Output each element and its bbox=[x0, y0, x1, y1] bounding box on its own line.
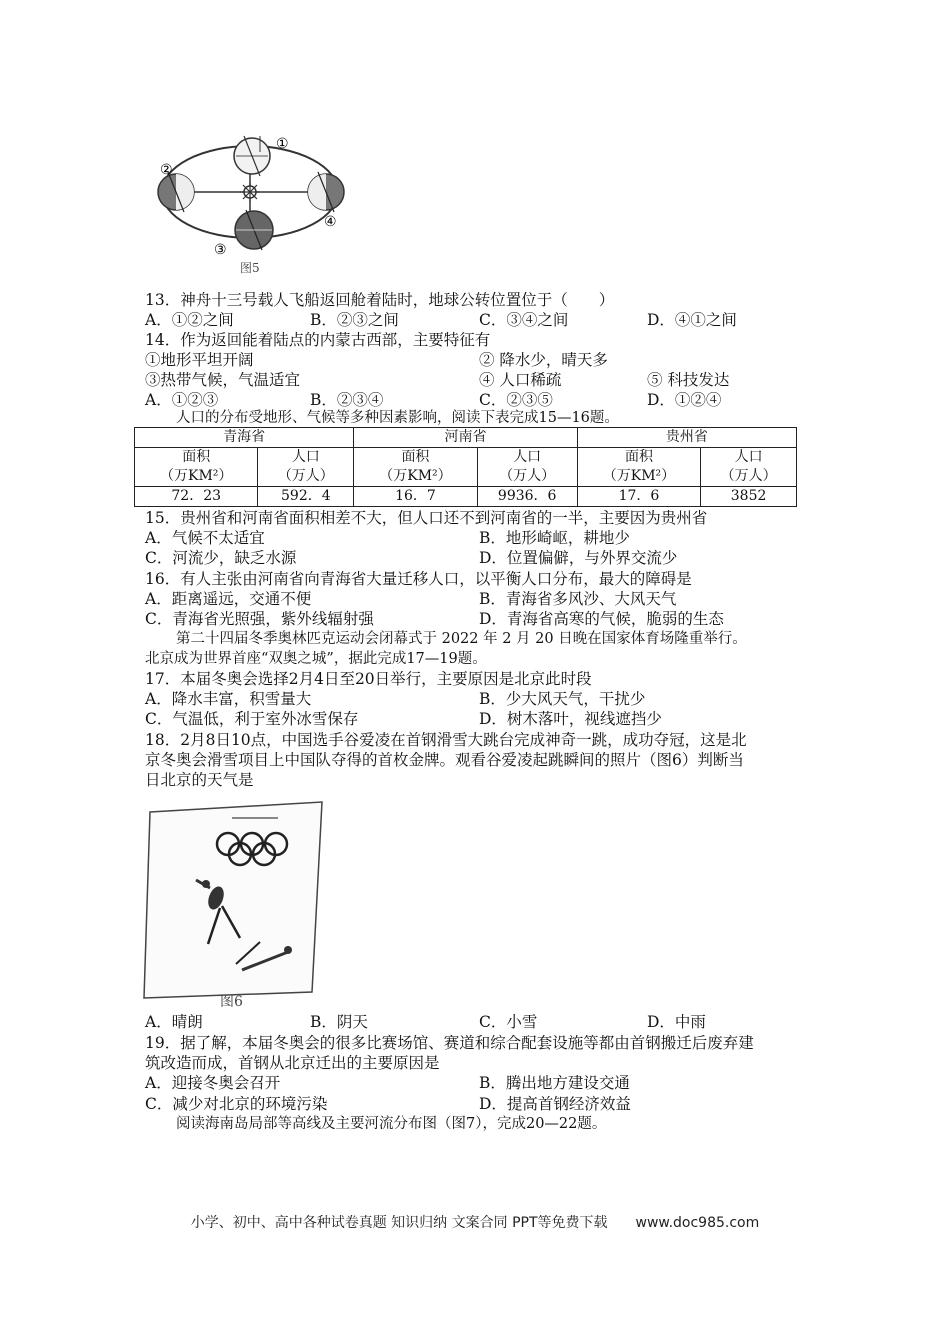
q18-option-c: C．小雪 bbox=[479, 1013, 538, 1031]
earth-right bbox=[308, 172, 344, 212]
q19-option-d: D．提高首钢经济效益 bbox=[479, 1095, 631, 1113]
earth-orbit-diagram bbox=[140, 126, 372, 276]
q19-option-c: C．减少对北京的环境污染 bbox=[145, 1095, 328, 1113]
q17-option-b: B．少大风天气，干扰少 bbox=[479, 690, 646, 708]
q15-stem: 15．贵州省和河南省面积相差不大，但人口还不到河南省的一半，主要因为贵州省 bbox=[145, 509, 708, 527]
q14-option-c: C．②③⑤ bbox=[479, 391, 553, 409]
table-cell: 16．7 bbox=[354, 487, 477, 507]
q18-stem-line2: 京冬奥会滑雪项目上中国队夺得的首枚金牌。观看谷爱凌起跳瞬间的照片（图6）判断当 bbox=[145, 751, 744, 769]
q18-stem-line3: 日北京的天气是 bbox=[145, 771, 254, 789]
intro-20-22: 阅读海南岛局部等高线及主要河流分布图（图7），完成20—22题。 bbox=[176, 1116, 607, 1132]
pos-2: ② bbox=[160, 162, 173, 178]
q19-stem-line1: 19．据了解，本届冬奥会的很多比赛场馆、赛道和综合配套设施等都由首钢搬迁后废弃建 bbox=[145, 1034, 754, 1052]
q13-option-a: A．①②之间 bbox=[145, 311, 234, 329]
table-cell: 9936．6 bbox=[477, 487, 577, 507]
q17-stem: 17．本届冬奥会选择2月4日至20日举行，主要原因是北京此时段 bbox=[145, 670, 592, 688]
table-cell: 3852 bbox=[701, 487, 797, 507]
q14-feature-4: ④ 人口稀疏 bbox=[479, 371, 562, 389]
province-qinghai: 青海省 bbox=[135, 428, 354, 448]
q13-option-d: D．④①之间 bbox=[647, 311, 737, 329]
col-pop: 人口 bbox=[701, 448, 797, 468]
province-guizhou: 贵州省 bbox=[577, 428, 796, 448]
sun-icon bbox=[240, 182, 260, 202]
table-cell: 72．23 bbox=[135, 487, 258, 507]
col-area-unit: （万KM²） bbox=[135, 467, 258, 487]
q14-feature-1: ①地形平坦开阔 bbox=[145, 351, 254, 369]
col-pop: 人口 bbox=[258, 448, 354, 468]
earth-left bbox=[158, 172, 194, 212]
q14-feature-3: ③热带气候，气温适宜 bbox=[145, 371, 301, 389]
col-pop-unit: （万人） bbox=[258, 467, 354, 487]
q17-option-d: D．树木落叶，视线遮挡少 bbox=[479, 710, 662, 728]
q13-stem: 13．神舟十三号载人飞船返回舱着陆时，地球公转位置位于（ ） bbox=[145, 291, 615, 309]
earth-top bbox=[234, 136, 270, 176]
footer-text: 小学、初中、高中各种试卷真题 知识归纳 文案合同 PPT等免费下载 www.doc985.com bbox=[190, 1215, 760, 1231]
col-area: 面积 bbox=[135, 448, 258, 468]
q16-option-b: B．青海省多风沙、大风天气 bbox=[479, 590, 677, 608]
table-cell: 17．6 bbox=[577, 487, 700, 507]
q18-stem-line1: 18．2月8日10点，中国选手谷爱凌在首钢滑雪大跳台完成神奇一跳，成功夺冠，这是北 bbox=[145, 731, 747, 749]
col-area-unit: （万KM²） bbox=[577, 467, 700, 487]
q19-stem-line2: 筑改造而成，首钢从北京迁出的主要原因是 bbox=[145, 1054, 440, 1072]
q14-feature-5: ⑤ 科技发达 bbox=[647, 371, 730, 389]
q19-option-b: B．腾出地方建设交通 bbox=[479, 1074, 630, 1092]
col-area: 面积 bbox=[577, 448, 700, 468]
q14-stem: 14．作为返回能着陆点的内蒙古西部，主要特征有 bbox=[145, 331, 491, 349]
earth-bottom bbox=[235, 210, 273, 250]
q13-option-b: B．②③之间 bbox=[310, 311, 399, 329]
population-table bbox=[134, 427, 797, 507]
q19-option-a: A．迎接冬奥会召开 bbox=[145, 1074, 281, 1092]
ski-jump-photo bbox=[140, 794, 330, 1010]
pos-1: ① bbox=[276, 136, 289, 152]
intro-17-19-line1: 第二十四届冬季奥林匹克运动会闭幕式于 2022 年 2 月 20 日晚在国家体育场隆重举行。 bbox=[176, 631, 747, 647]
intro-15-16: 人口的分布受地形、气候等多种因素影响，阅读下表完成15—16题。 bbox=[176, 410, 619, 426]
q15-option-d: D．位置偏僻，与外界交流少 bbox=[479, 549, 678, 567]
q16-option-d: D．青海省高寒的气候，脆弱的生态 bbox=[479, 610, 724, 628]
q17-option-a: A．降水丰富，积雪量大 bbox=[145, 690, 312, 708]
q16-option-c: C．青海省光照强，紫外线辐射强 bbox=[145, 610, 374, 628]
q15-option-b: B．地形崎岖，耕地少 bbox=[479, 529, 630, 547]
q15-option-c: C．河流少，缺乏水源 bbox=[145, 549, 297, 567]
col-pop-unit: （万人） bbox=[477, 467, 577, 487]
fig5-caption: 图5 bbox=[240, 261, 260, 275]
q14-option-a: A．①②③ bbox=[145, 391, 219, 409]
q18-option-a: A．晴朗 bbox=[145, 1013, 203, 1031]
col-area: 面积 bbox=[354, 448, 477, 468]
pos-4: ④ bbox=[324, 214, 337, 230]
q17-option-c: C．气温低，利于室外冰雪保存 bbox=[145, 710, 359, 728]
province-henan: 河南省 bbox=[354, 428, 578, 448]
q16-option-a: A．距离遥远，交通不便 bbox=[145, 590, 312, 608]
q16-stem: 16．有人主张由河南省向青海省大量迁移人口，以平衡人口分布，最大的障碍是 bbox=[145, 570, 692, 588]
q13-option-c: C．③④之间 bbox=[479, 311, 569, 329]
col-pop-unit: （万人） bbox=[701, 467, 797, 487]
table-cell: 592．4 bbox=[258, 487, 354, 507]
fig6-caption: 图6 bbox=[220, 994, 243, 1010]
q15-option-a: A．气候不太适宜 bbox=[145, 529, 265, 547]
q14-feature-2: ② 降水少，晴天多 bbox=[479, 351, 608, 369]
col-area-unit: （万KM²） bbox=[354, 467, 477, 487]
col-pop: 人口 bbox=[477, 448, 577, 468]
intro-17-19-line2: 北京成为世界首座“双奥之城”，据此完成17—19题。 bbox=[145, 651, 487, 667]
q18-option-d: D．中雨 bbox=[647, 1013, 706, 1031]
pos-3: ③ bbox=[214, 242, 227, 258]
q18-option-b: B．阴天 bbox=[310, 1013, 368, 1031]
q14-option-d: D．①②④ bbox=[647, 391, 722, 409]
q14-option-b: B．②③④ bbox=[310, 391, 384, 409]
